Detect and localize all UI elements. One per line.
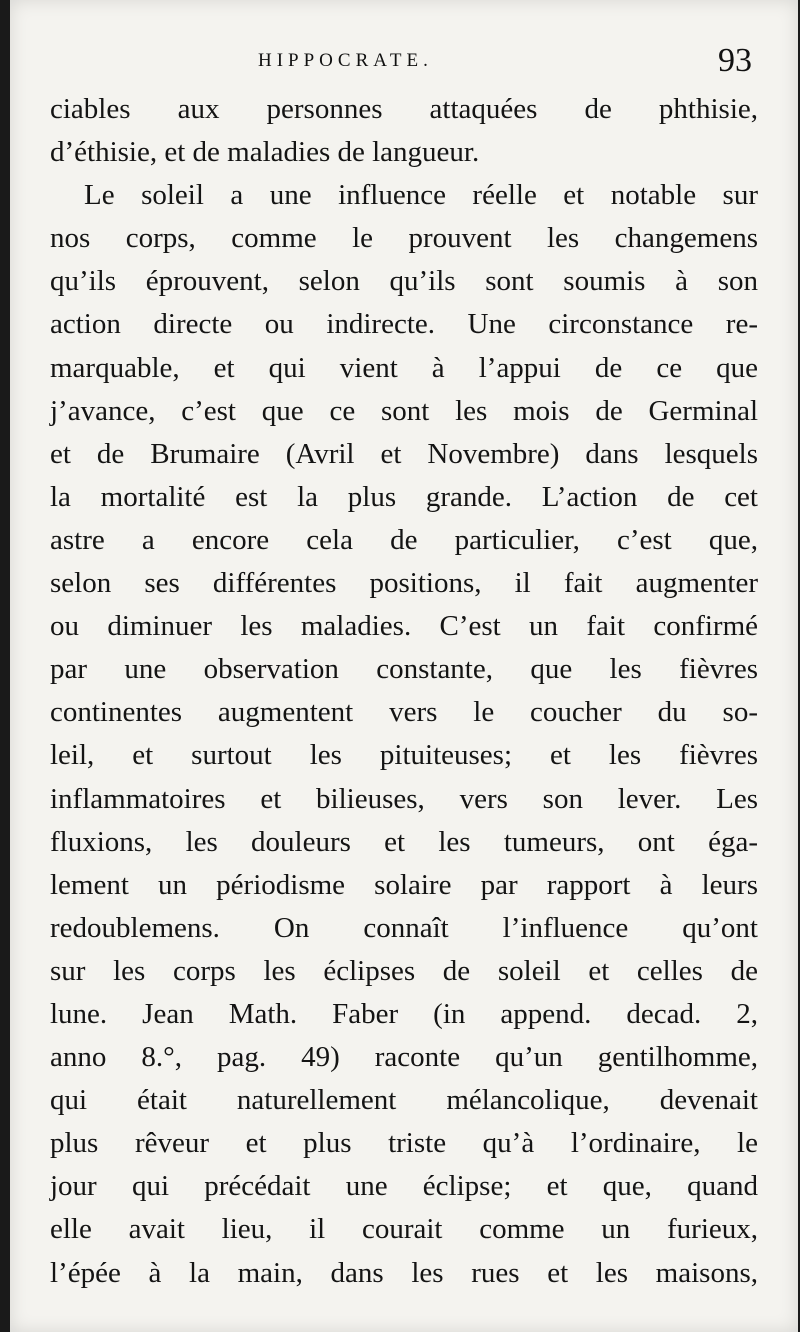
text-line: j’avance, c’est que ce sont les mois de Germinal <box>50 394 758 427</box>
text-line: elle avait lieu, il courait comme un furieux, <box>50 1213 758 1246</box>
text-line: marquable, et qui vient à l’appui de ce que <box>50 351 758 384</box>
text-line: action directe ou indirecte. Une circonstance re- <box>50 308 758 341</box>
text-line: sur les corps les éclipses de soleil et celles de <box>50 954 758 987</box>
text-line: redoublemens. On connaît l’influence qu’ont <box>50 911 758 944</box>
running-head <box>10 42 798 88</box>
text-line: continentes augmentent vers le coucher du so- <box>50 696 758 729</box>
text-line: nos corps, comme le prouvent les changemens <box>50 222 758 255</box>
text-line: fluxions, les douleurs et les tumeurs, ont éga- <box>50 825 758 858</box>
text-line: lement un périodisme solaire par rapport à leurs <box>50 868 758 901</box>
text-line: l’épée à la main, dans les rues et les maisons, <box>50 1256 758 1289</box>
text-line: plus rêveur et plus triste qu’à l’ordinaire, le <box>50 1127 758 1160</box>
text-line: la mortalité est la plus grande. L’action de cet <box>50 480 758 513</box>
text-line: leil, et surtout les pituiteuses; et les fièvres <box>50 739 758 772</box>
text-line: et de Brumaire (Avril et Novembre) dans lesquels <box>50 437 758 470</box>
text-line: qu’ils éprouvent, selon qu’ils sont soumis à son <box>50 265 758 298</box>
text-line: d’éthisie, et de maladies de langueur. <box>50 136 480 169</box>
text-line: ciables aux personnes attaquées de phthisie, <box>50 93 758 125</box>
running-title: HIPPOCRATE. <box>258 50 433 71</box>
text-line: astre a encore cela de particulier, c’est que, <box>50 523 758 556</box>
text-line: lune. Jean Math. Faber (in append. decad. 2, <box>50 997 758 1030</box>
text-line: ou diminuer les maladies. C’est un fait confirmé <box>50 610 758 643</box>
body-text <box>50 88 758 1295</box>
book-page <box>10 0 798 1332</box>
text-line: par une observation constante, que les fièvres <box>50 653 758 686</box>
text-line: inflammatoires et bilieuses, vers son lever. Les <box>50 782 758 815</box>
text-line: anno 8.°, pag. 49) raconte qu’un gentilhomme, <box>50 1041 758 1074</box>
text-line: Le soleil a une influence réelle et notable sur <box>84 179 758 212</box>
text-line: qui était naturellement mélancolique, devenait <box>50 1084 758 1117</box>
page-number: 93 <box>718 42 752 79</box>
text-line: jour qui précédait une éclipse; et que, quand <box>50 1170 758 1203</box>
text-line: selon ses différentes positions, il fait augmenter <box>50 567 758 600</box>
